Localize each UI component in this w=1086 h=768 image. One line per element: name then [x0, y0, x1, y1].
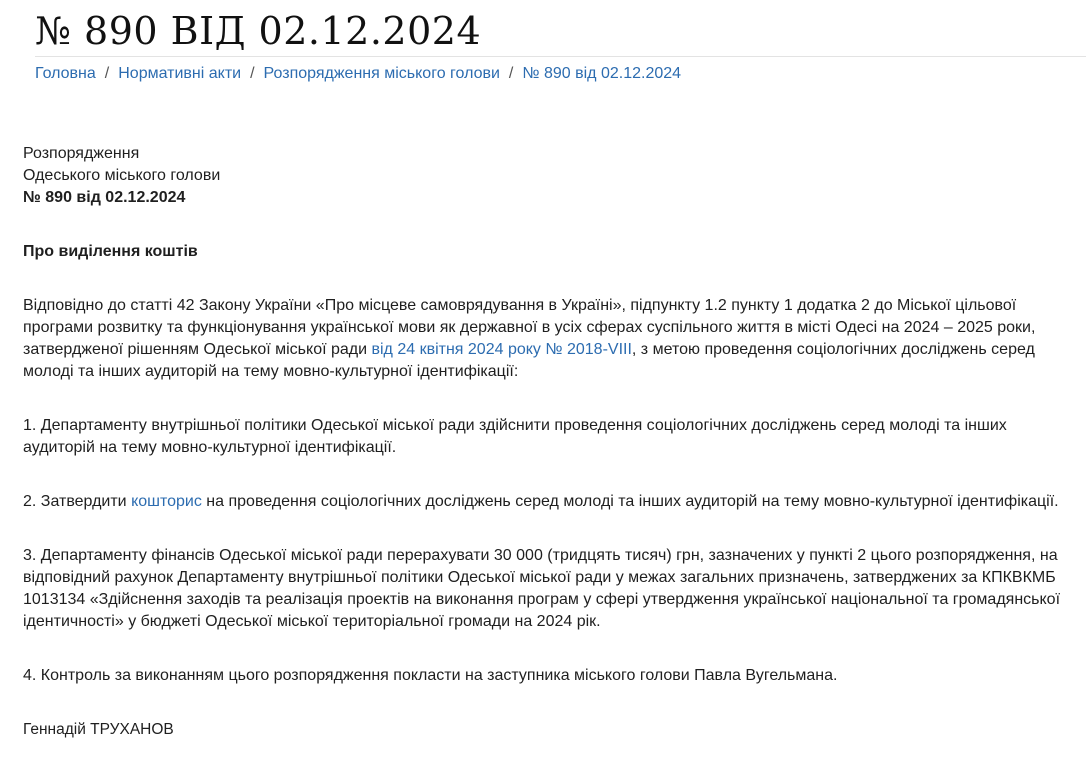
- spacer: [23, 513, 1063, 545]
- breadcrumb-separator: /: [508, 65, 514, 82]
- breadcrumb-separator: /: [104, 65, 110, 82]
- spacer: [23, 263, 1063, 295]
- breadcrumb-current-document-link[interactable]: № 890 від 02.12.2024: [522, 65, 682, 82]
- document-type: Розпорядження: [23, 145, 140, 162]
- preamble-text: Відповідно до статті 42 Закону України «Про місцеве самоврядування в Україні», підпункту 1.2 пункту 1 додатка 2 до Міської цільової програми розвитку та функціонування української мови як державної в усіх сферах суспільного життя в місті Одесі на 2024 – 2025 роки, затвердженої рішенням Одеської міської ради: [23, 297, 1036, 358]
- document-item-4: 4. Контроль за виконанням цього розпорядження покласти на заступника міського голови Павла Вугельмана.: [23, 667, 838, 684]
- spacer: [23, 687, 1063, 719]
- document-preamble: [23, 295, 1063, 383]
- document-subject: Про виділення коштів: [23, 243, 198, 260]
- breadcrumb-mayor-orders-link[interactable]: Розпорядження міського голови: [263, 65, 500, 82]
- title-divider: [35, 56, 1086, 57]
- document-body: [23, 143, 1063, 741]
- spacer: [23, 209, 1063, 241]
- document-issuer: Одеського міського голови: [23, 167, 221, 184]
- spacer: [23, 459, 1063, 491]
- document-item-2: [23, 491, 1063, 513]
- breadcrumb-separator: /: [250, 65, 255, 82]
- item-2-text: 2. Затвердити: [23, 493, 132, 510]
- document-signature: Геннадій ТРУХАНОВ: [23, 721, 174, 738]
- breadcrumb-home-link[interactable]: Головна: [35, 65, 96, 82]
- item-2-text-end: на проведення соціологічних досліджень серед молоді та інших аудиторій на тему мовно-культурної ідентифікації.: [201, 493, 1059, 510]
- breadcrumb-normative-acts-link[interactable]: Нормативні акти: [118, 65, 242, 82]
- council-decision-link[interactable]: від 24 квітня 2024 року № 2018-VIII: [371, 341, 632, 358]
- budget-estimate-link[interactable]: кошторис: [131, 493, 202, 510]
- page-title: № 890 ВІД 02.12.2024: [35, 9, 482, 53]
- document-item-3: 3. Департаменту фінансів Одеської міської ради перерахувати 30 000 (тридцять тисяч) грн, зазначених у пункті 2 цього розпорядження, на відповідний рахунок Департаменту внутрішньої політики Одеської міської ради у межах загальних призначень, затверджених за КПКВКМБ 1013134 «Здійснення заходів та реалізація проектів на виконання програм у сфері утвердження української національної та громадянської ідентичності» у бюджеті Одеської міської територіальної громади на 2024 рік.: [23, 547, 1061, 630]
- breadcrumb: [35, 64, 681, 84]
- spacer: [23, 633, 1063, 665]
- document-item-1: 1. Департаменту внутрішньої політики Одеської міської ради здійснити проведення соціологічних досліджень серед молоді та інших аудиторій на тему мовно-культурної ідентифікації.: [23, 417, 1007, 456]
- spacer: [23, 383, 1063, 415]
- document-number-date: № 890 від 02.12.2024: [23, 189, 186, 206]
- preamble-text-end: , з метою проведення соціологічних досліджень серед молоді та інших аудиторій на тему мовно-культурної ідентифікації:: [23, 341, 1035, 380]
